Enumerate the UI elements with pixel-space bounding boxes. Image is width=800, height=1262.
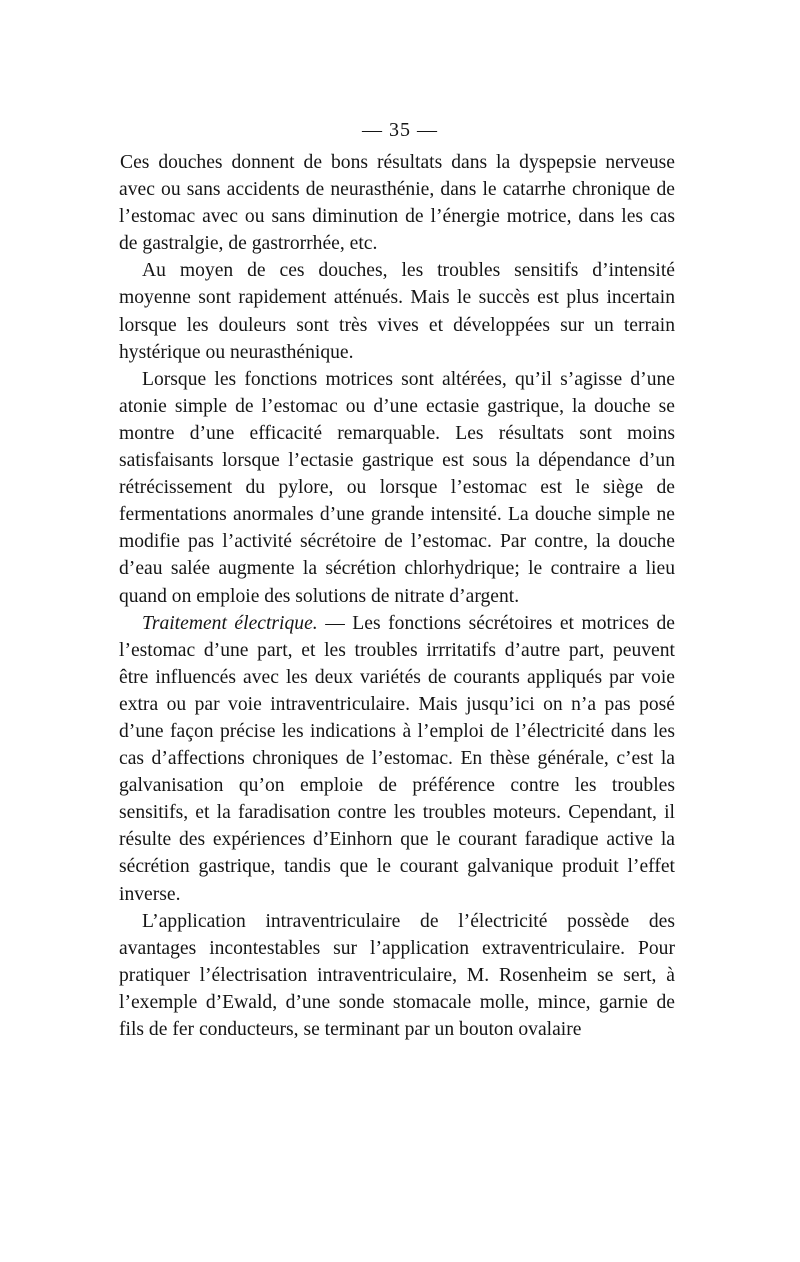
body-text [119, 149, 675, 1043]
paragraph-douches-results: Ces douches donnent de bons résultats dans la dyspepsie nerveuse avec ou sans accidents de neurasthénie, dans le catarrhe chronique de l’estomac avec ou sans diminution de l’énergie motrice, dans les cas de gastralgie, de gastrorrhée, etc. [119, 152, 675, 255]
page-number: — 35 — [362, 119, 438, 141]
paragraph-motor-functions: Lorsque les fonctions motrices sont altérées, qu’il s’agisse d’une atonie simple de l’estomac ou d’une ectasie gastrique, la douche se montre d’une efficacité remarquable. Les résultats sont moins satisfaisants lorsque l’ectasie gastrique est sous la dépendance d’un rétrécissement du pylore, ou lorsque l’estomac est le siège de fermentations anormales d’une grande intensité. La douche simple ne modifie pas l’activité sécrétoire de l’estomac. Par contre, la douche d’eau salée augmente la sécrétion chlorhydrique; le contraire a lieu quand on emploie des solutions de nitrate d’argent. [119, 368, 675, 607]
paragraph-intraventricular-application: L’application intraventriculaire de l’électricité possède des avantages incontestables sur l’application extraventriculaire. Pour pratiquer l’électrisation intraventriculaire, M. Rosenheim se sert, à l’exemple d’Ewald, d’une sonde stomacale molle, mince, garnie de fils de fer conducteurs, se terminant par un bouton ovalaire [119, 910, 675, 1040]
paragraph-electrical-treatment [119, 610, 675, 908]
paragraph-sensitive-troubles: Au moyen de ces douches, les troubles sensitifs d’intensité moyenne sont rapidement atténués. Mais le succès est plus incertain lorsque les douleurs sont très vives et développées sur un terrain hystérique ou neurasthénique. [119, 260, 675, 363]
section-title-electrical-treatment: Traitement électrique. [142, 612, 318, 634]
paragraph-electrical-treatment-text: — Les fonctions sécrétoires et motrices de l’estomac d’une part, et les troubles irrritatifs d’autre part, peuvent être influencés avec les deux variétés de courants appliqués par voie extra ou par voie intraventriculaire. Mais jusqu’ici on n’a pas posé d’une façon précise les indications à l’emploi de l’électricité dans les cas d’affections chroniques de l’estomac. En thèse générale, c’est la galvanisation qu’on emploie de préférence contre les troubles sensitifs, et la faradisation contre les troubles moteurs. Cependant, il résulte des expériences d’Einhorn que le courant faradique active la sécrétion gastrique, tandis que le courant galvanique produit l’effet inverse. [119, 612, 676, 905]
